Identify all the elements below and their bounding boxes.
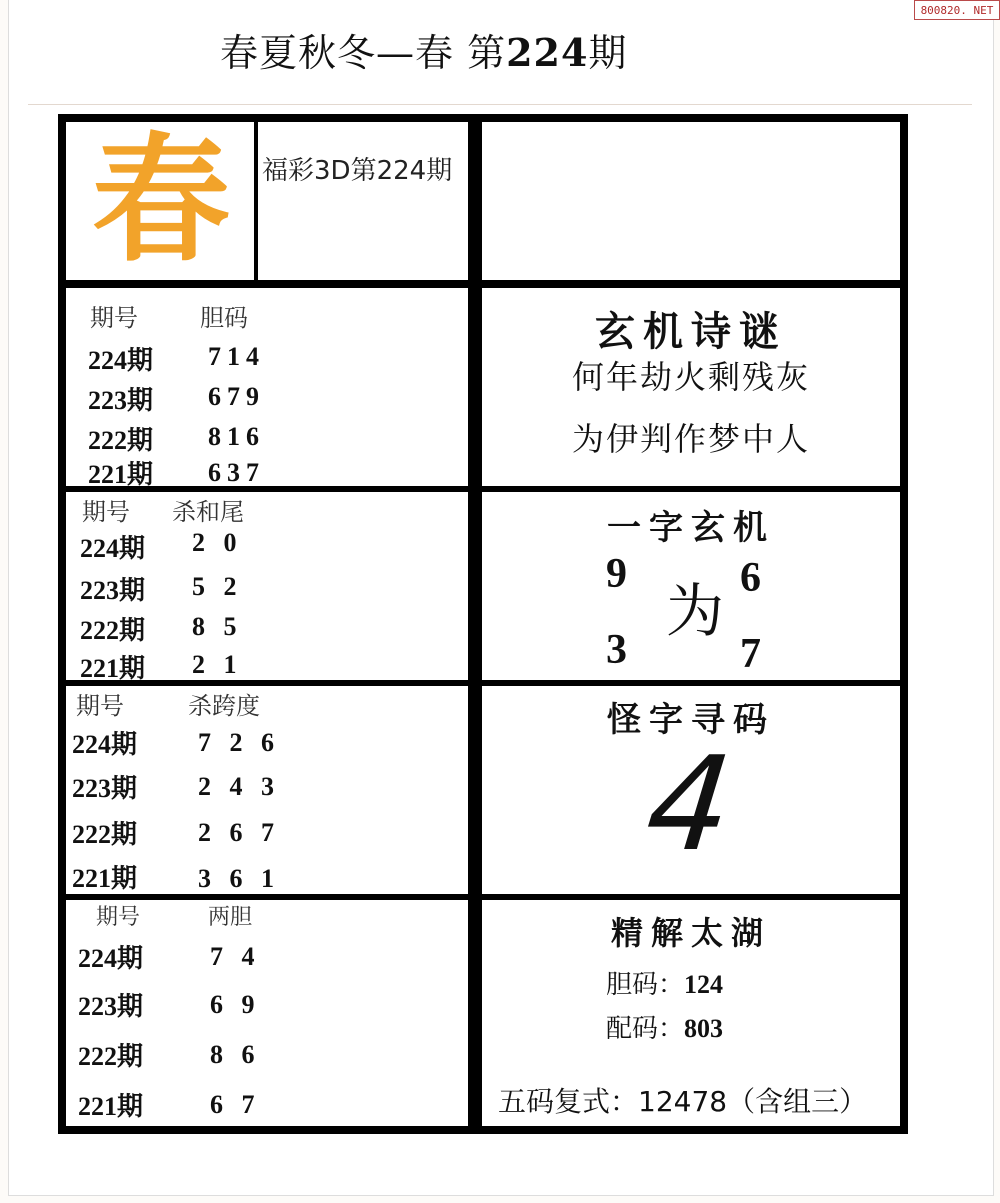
site-watermark: 800820. NET <box>914 0 1000 20</box>
table-row-value: 8 5 <box>192 612 243 641</box>
table-row-value: 714 <box>208 342 265 371</box>
kill-span-col-period: 期号 <box>76 692 124 720</box>
lottery-title-cell <box>258 122 468 280</box>
strange-char-title: 怪字寻码 <box>607 700 775 740</box>
page-title <box>220 22 627 77</box>
title-prefix: 春夏秋冬—春 第 <box>220 31 507 75</box>
lake-dan-label: 胆码： <box>606 970 685 1000</box>
title-suffix: 期 <box>588 31 628 75</box>
table-row-value: 816 <box>208 422 265 451</box>
one-word-digit-bottom-left: 3 <box>606 627 627 673</box>
lake-title: 精解太湖 <box>610 914 771 952</box>
poem-line-1: 何年劫火剩残灰 <box>571 358 810 396</box>
table-row-value: 3 6 1 <box>198 864 280 893</box>
table-row-value: 2 6 7 <box>198 818 280 847</box>
table-row-period: 224期 <box>80 534 146 563</box>
two-dan-table <box>66 900 468 1126</box>
table-row-period: 221期 <box>80 654 146 680</box>
table-row-period: 223期 <box>80 576 146 605</box>
strange-char-cell <box>482 686 900 894</box>
lake-cell <box>482 900 900 1126</box>
poem-line-2: 为伊判作梦中人 <box>571 420 810 458</box>
table-row-period: 221期 <box>78 1092 144 1121</box>
dan-table <box>66 288 468 486</box>
one-word-title: 一字玄机 <box>607 508 775 548</box>
table-row-period: 221期 <box>72 864 138 893</box>
five-code-line: 五码复式：12478（含组三） <box>498 1085 868 1118</box>
lake-pei-value: 803 <box>684 1014 724 1043</box>
season-char: 春 <box>92 122 231 280</box>
lottery-board <box>58 114 908 1134</box>
two-dan-col-period: 期号 <box>96 905 141 930</box>
lake-dan-value: 124 <box>684 970 724 999</box>
kill-span-col-value: 杀跨度 <box>188 692 260 720</box>
season-cell <box>66 122 254 280</box>
kill-sum-col-period: 期号 <box>82 498 130 526</box>
table-row-value: 2 0 <box>192 528 243 557</box>
one-word-cell <box>482 492 900 680</box>
table-row-period: 223期 <box>78 992 144 1021</box>
kill-sum-col-value: 杀和尾 <box>172 498 244 526</box>
lake-dan-line <box>606 964 723 1001</box>
one-word-digit-top-left: 9 <box>606 551 627 597</box>
table-row-value: 6 9 <box>210 990 261 1019</box>
table-row-value: 679 <box>208 382 265 411</box>
table-row-period: 224期 <box>88 346 154 375</box>
table-row-value: 2 4 3 <box>198 772 280 801</box>
table-row-period: 223期 <box>72 774 138 803</box>
one-word-digit-bottom-right: 7 <box>740 631 761 677</box>
dan-col-period: 期号 <box>90 304 138 332</box>
table-row-period: 222期 <box>88 426 154 455</box>
dan-col-value: 胆码 <box>200 304 248 332</box>
lake-pei-label: 配码： <box>606 1014 685 1044</box>
poem-title: 玄机诗谜 <box>595 308 787 355</box>
table-row-value: 6 7 <box>210 1090 261 1119</box>
lake-pei-line <box>606 1008 723 1045</box>
table-row-value: 7 4 <box>210 942 261 971</box>
table-row-value: 2 1 <box>192 650 243 679</box>
poem-cell <box>482 288 900 486</box>
table-row-period: 224期 <box>78 944 144 973</box>
two-dan-col-value: 两胆 <box>208 905 253 930</box>
kill-sum-table <box>66 492 468 680</box>
blank-cell <box>482 122 900 280</box>
table-row-value: 7 2 6 <box>198 728 280 757</box>
strange-char-digit: 4 <box>640 728 739 880</box>
table-row-period: 224期 <box>72 730 138 759</box>
one-word-center-char: 为 <box>666 577 725 645</box>
one-word-digit-top-right: 6 <box>740 555 761 601</box>
title-issue-number: 224 <box>506 30 589 75</box>
table-row-period: 223期 <box>88 386 154 415</box>
table-row-period: 222期 <box>80 616 146 645</box>
lottery-title: 福彩3D第224期 <box>262 156 453 186</box>
kill-span-table <box>66 686 468 894</box>
table-row-value: 8 6 <box>210 1040 261 1069</box>
table-row-period: 221期 <box>88 460 154 486</box>
table-row-value: 637 <box>208 458 265 486</box>
table-row-period: 222期 <box>72 820 138 849</box>
table-row-value: 5 2 <box>192 572 243 601</box>
title-divider <box>28 104 972 105</box>
table-row-period: 222期 <box>78 1042 144 1071</box>
